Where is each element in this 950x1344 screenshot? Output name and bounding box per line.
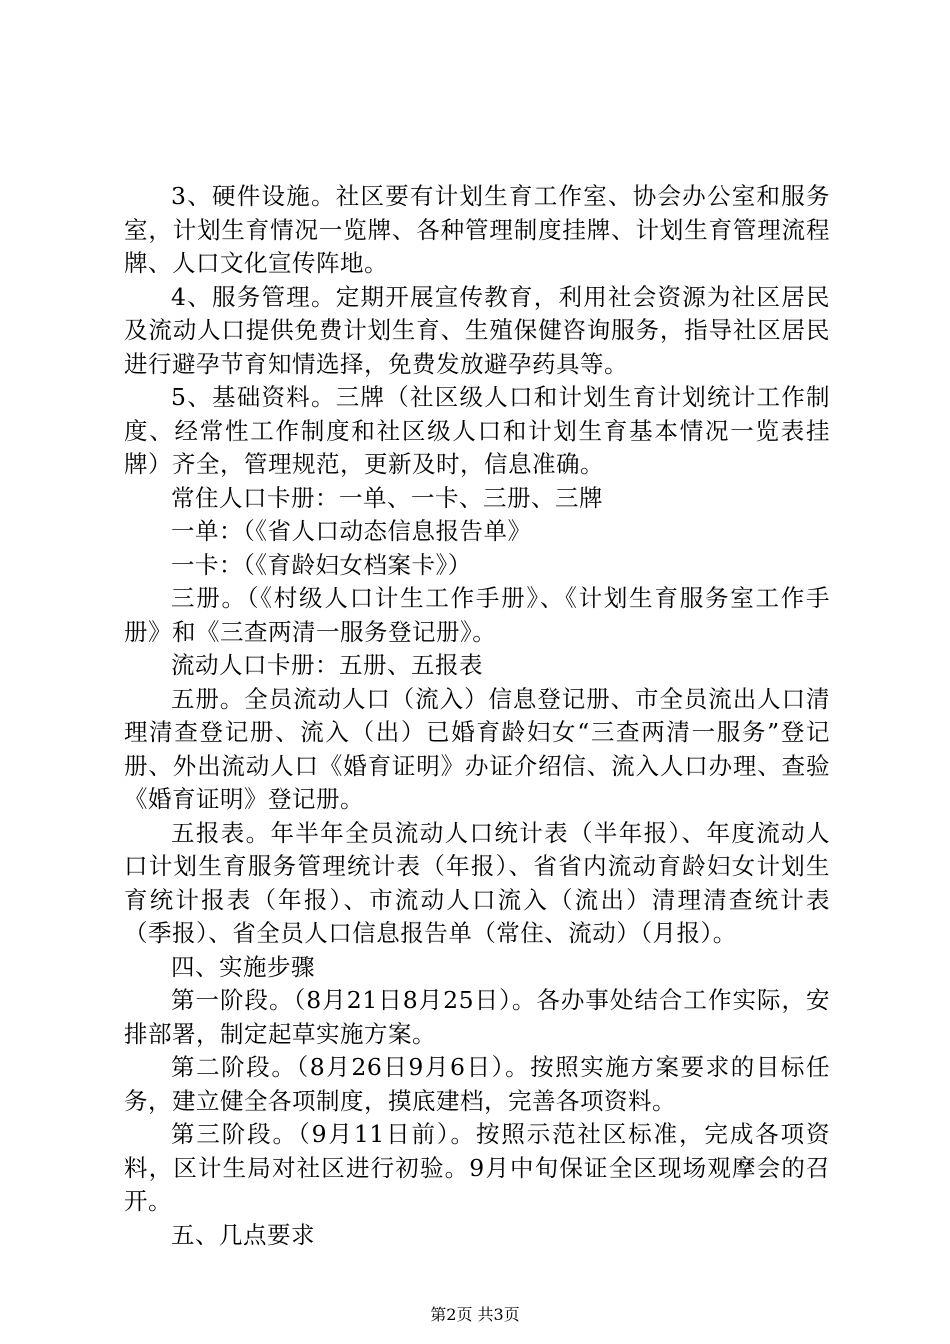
page-footer: 第2页 共3页 [430,1305,520,1324]
paragraph-stage-two: 第二阶段。（8月26日9月6日）。按照实施方案要求的目标任务，建立健全各项制度，摸底建档，完善各项资料。 [124,1053,830,1115]
paragraph-stage-three: 第三阶段。（9月11日前）。按照示范社区标准，完成各项资料，区计生局对社区进行初验。9月中旬保证全区现场观摩会的召开。 [124,1120,830,1215]
paragraph-hardware: 3、硬件设施。社区要有计划生育工作室、协会办公室和服务室，计划生育情况一览牌、各种管理制度挂牌、计划生育管理流程牌、人口文化宣传阵地。 [124,182,830,277]
heading-implementation-steps: 四、实施步骤 [171,952,315,981]
paragraph-floating-cards: 流动人口卡册：五册、五报表 [171,651,483,679]
paragraph-three-books: 三册。（《村级人口计生工作手册》、《计划生育服务室工作手册》和《三查两清一服务登记册》。 [124,584,830,646]
paragraph-resident-cards: 常住人口卡册：一单、一卡、三册、三牌 [171,483,603,512]
paragraph-one-form: 一单：（《省人口动态信息报告单》 [171,517,532,545]
paragraph-one-card: 一卡：（《育龄妇女档案卡》） [171,550,472,579]
heading-requirements: 五、几点要求 [171,1220,315,1249]
paragraph-basic-materials: 5、基础资料。三牌（社区级人口和计划生育计划统计工作制度、经常性工作制度和社区级人口和计划生育基本情况一览表挂牌）齐全，管理规范，更新及时，信息准确。 [124,383,830,478]
document-body [124,180,830,1252]
paragraph-five-reports: 五报表。年半年全员流动人口统计表（半年报）、年度流动人口计划生育服务管理统计表（年报）、省省内流动育龄妇女计划生育统计报表（年报）、市流动人口流入（流出）清理清查统计表（季报）、省全员人口信息报告单（常住、流动）（月报）。 [124,818,830,947]
paragraph-stage-one: 第一阶段。（8月21日8月25日）。各办事处结合工作实际，安排部署，制定起草实施方案。 [124,986,830,1048]
paragraph-service-management: 4、服务管理。定期开展宣传教育，利用社会资源为社区居民及流动人口提供免费计划生育、生殖保健咨询服务，指导社区居民进行避孕节育知情选择，免费发放避孕药具等。 [124,282,830,378]
paragraph-five-books: 五册。全员流动人口（流入）信息登记册、市全员流出人口清理清查登记册、流入（出）已婚育龄妇女“三查两清一服务”登记册、外出流动人口《婚育证明》办证介绍信、流入人口办理、查验《婚育证明》登记册。 [124,684,830,813]
